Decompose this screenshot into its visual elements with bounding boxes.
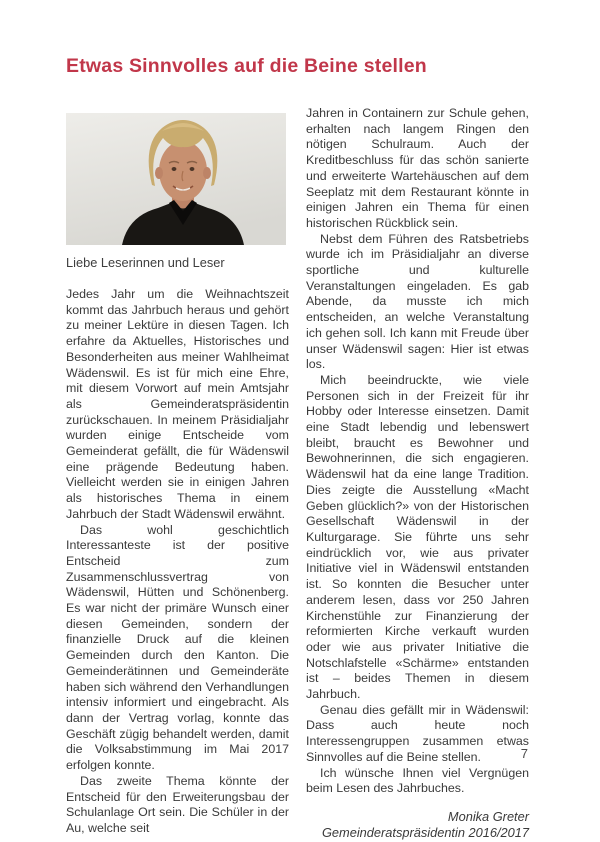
portrait-figure bbox=[66, 113, 289, 271]
right-column-text bbox=[306, 106, 529, 797]
paragraph: Jahren in Containern zur Schule gehen, erhalten nach langem Ringen den nötigen Schulraum. Auch der Kreditbeschluss für das schön sanierte und erweiterte Wartehäuschen auf dem Seeplatz mit dem Restaurant könnte in einigen Jahren ein Thema für einen historischen Rückblick sein. bbox=[306, 106, 529, 230]
paragraph: Nebst dem Führen des Ratsbetriebs wurde ich im Präsidialjahr an diverse sportliche und kulturelle Veranstaltungen eingeladen. Es gab Abende, da musste ich mich entscheiden, an welche Veranstaltung ich gehen soll. Ich kann mit Freude über unser Wädenswil sagen: Hier ist etwas los. bbox=[306, 231, 529, 372]
left-column-text bbox=[66, 287, 289, 837]
paragraph: Das wohl geschichtlich Interessanteste ist der positive Entscheid zum Zusammenschlussvertrag von Wädenswil, Hütten und Schönenberg. Es war nicht der primäre Wunsch einer diesen Gemeinden, sondern der finanzielle Druck auf die kleinen Gemeinden durch den Kanton. Die Gemeinderätinnen und Gemeinderäte haben sich während den Verhandlungen intensiv informiert und eingebracht. Als dann der Vertrag vorlag, konnte das Geschäft zügig behandelt werden, damit die Volksabstimmung im Mai 2017 erfolgen konnte. bbox=[66, 522, 289, 773]
page-title: Etwas Sinnvolles auf die Beine stellen bbox=[66, 55, 427, 77]
page-number: 7 bbox=[520, 746, 528, 761]
paragraph: Jedes Jahr um die Weihnachtszeit kommt das Jahrbuch heraus und gehört zu meiner Lektüre in diesen Tagen. Ich erfahre da Aktuelles, Historisches und Besonderheiten aus meiner Wahlheimat Wädenswil. Es ist für mich eine Ehre, mit diesem Vorwort auf mein Amtsjahr als Gemeinderatspräsidentin zurückschauen. In meinem Präsidialjahr wurden einige Entscheide vom Gemeinderat gefällt, die für Wädenswil eine prägende Bedeutung haben. Vielleicht werden sie in einigen Jahren als historisches Thema in einem Jahrbuch der Stadt Wädenswil erwähnt. bbox=[66, 287, 289, 521]
signature-block bbox=[306, 809, 529, 842]
paragraph: Genau dies gefällt mir in Wädenswil: Dass auch heute noch Interessengruppen zusammen etwas Sinnvolles auf die Beine stellen. bbox=[306, 702, 529, 764]
paragraph: Das zweite Thema könnte der Entscheid für den Erweiterungsbau der Schulanlage Ort sein. Die Schüler in der Au, welche seit bbox=[66, 773, 289, 835]
paragraph: Mich beeindruckte, wie viele Personen sich in der Freizeit für ihr Hobby oder Interesse einsetzen. Damit eine Stadt lebendig und lebenswert bleibt, braucht es Bewohner und Bewohnerinnen, die sich engagieren. Wädenswil hat da eine lange Tradition. Dies zeigte die Ausstellung «Macht Geben glücklich?» von der Historischen Gesellschaft Wädenswil in der Kulturgarage. Sie führte uns sehr eindrücklich vor, wie aus privater Initiative viel in Wädenswil entstanden ist. So konnten die Besucher unter anderem lesen, dass vor 250 Jahren Kirchenstühle zur Finanzierung der reformierten Kirche verkauft wurden oder wie aus privater Initiative die Notschlafstelle «Schärme» entstanden ist – beides Themen in diesem Jahrbuch. bbox=[306, 372, 529, 702]
portrait-photo bbox=[66, 113, 286, 245]
two-column-layout bbox=[66, 106, 529, 842]
left-column bbox=[66, 106, 289, 842]
photo-caption: Liebe Leserinnen und Leser bbox=[66, 255, 225, 270]
signature-role: Gemeinderatspräsidentin 2016/2017 bbox=[321, 825, 529, 841]
signature-name: Monika Greter bbox=[447, 808, 529, 824]
paragraph: Ich wünsche Ihnen viel Vergnügen beim Lesen des Jahrbuches. bbox=[306, 765, 529, 796]
right-column bbox=[306, 106, 529, 842]
portrait-monika-greter-illustration bbox=[66, 113, 286, 245]
